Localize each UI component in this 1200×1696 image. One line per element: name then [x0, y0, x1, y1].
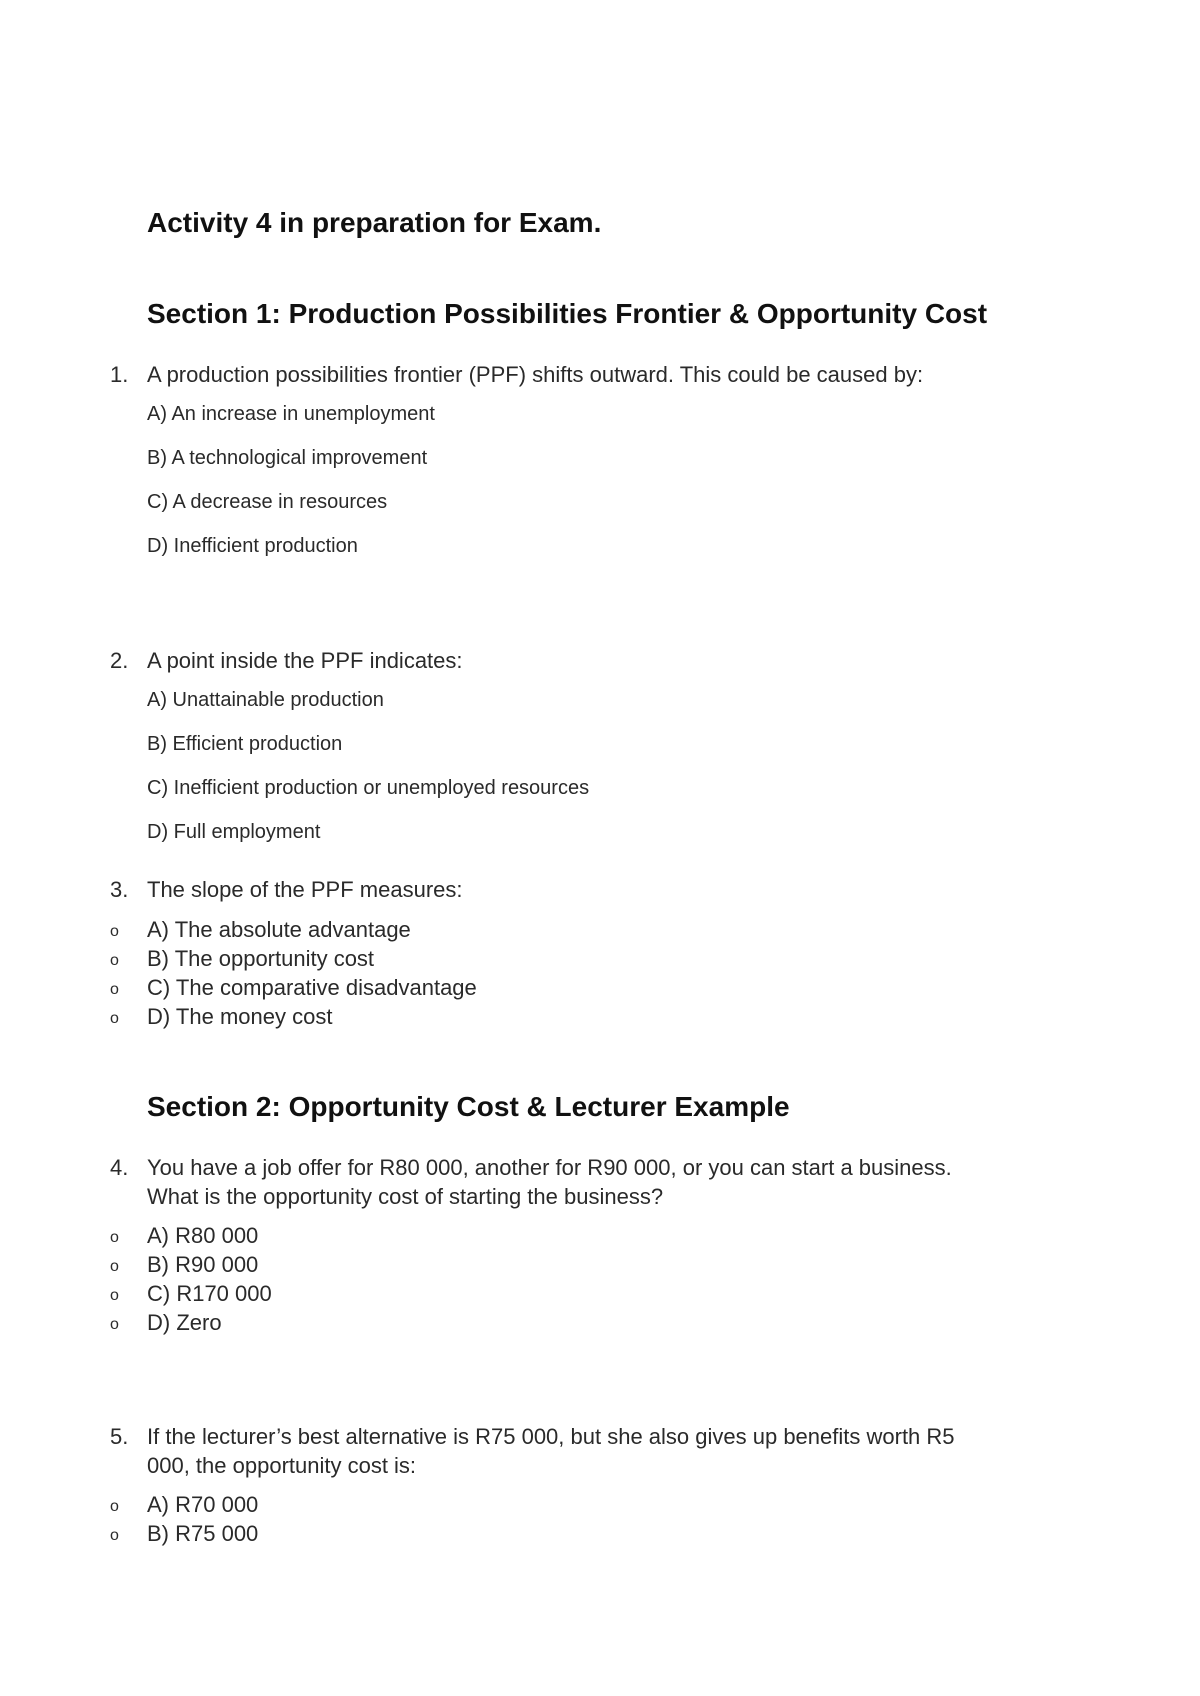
question-1-option-a: A) An increase in unemployment [147, 403, 435, 425]
question-1-text: A production possibilities frontier (PPF) shifts outward. This could be caused by: [147, 362, 924, 387]
question-2-option-c: C) Inefficient production or unemployed resources [147, 777, 590, 799]
question-4-option-b: B) R90 000 [147, 1252, 259, 1277]
question-1-option-b: B) A technological improvement [147, 447, 428, 469]
bullet-icon: o [110, 1287, 119, 1304]
question-5-option-a: A) R70 000 [147, 1492, 259, 1517]
bullet-icon: o [110, 1498, 119, 1515]
question-2-option-a: A) Unattainable production [147, 689, 384, 711]
question-3-option-d: D) The money cost [147, 1004, 333, 1029]
question-2-number: 2. [110, 648, 129, 673]
section-2-heading: Section 2: Opportunity Cost & Lecturer Example [147, 1091, 790, 1122]
question-3-text: The slope of the PPF measures: [147, 877, 463, 902]
question-2-option-d: D) Full employment [147, 821, 321, 843]
bullet-icon: o [110, 981, 119, 998]
document-title: Activity 4 in preparation for Exam. [147, 207, 602, 238]
question-1-number: 1. [110, 362, 129, 387]
question-4-option-c: C) R170 000 [147, 1281, 272, 1306]
question-3-number: 3. [110, 877, 129, 902]
question-5-number: 5. [110, 1424, 129, 1449]
question-5-text-line-2: 000, the opportunity cost is: [147, 1453, 417, 1478]
bullet-icon: o [110, 1229, 119, 1246]
question-1-option-c: C) A decrease in resources [147, 491, 388, 513]
question-3-option-c: C) The comparative disadvantage [147, 975, 477, 1000]
question-3-option-b: B) The opportunity cost [147, 946, 375, 971]
question-4-text-line-1: You have a job offer for R80 000, another for R90 000, or you can start a business. [147, 1155, 952, 1180]
bullet-icon: o [110, 1316, 119, 1333]
question-1-option-d: D) Inefficient production [147, 535, 358, 557]
bullet-icon: o [110, 1010, 119, 1027]
question-4-option-a: A) R80 000 [147, 1223, 259, 1248]
bullet-icon: o [110, 1527, 119, 1544]
bullet-icon: o [110, 1258, 119, 1275]
question-4-option-d: D) Zero [147, 1310, 222, 1335]
question-2-text: A point inside the PPF indicates: [147, 648, 463, 673]
question-2-option-b: B) Efficient production [147, 733, 343, 755]
question-5-text-line-1: If the lecturer’s best alternative is R75 000, but she also gives up benefits worth R5 [147, 1424, 955, 1449]
question-4-text-line-2: What is the opportunity cost of starting the business? [147, 1184, 664, 1209]
bullet-icon: o [110, 923, 119, 940]
bullet-icon: o [110, 952, 119, 969]
section-1-heading: Section 1: Production Possibilities Frontier & Opportunity Cost [147, 298, 988, 329]
question-3-option-a: A) The absolute advantage [147, 917, 411, 942]
question-5-option-b: B) R75 000 [147, 1521, 259, 1546]
question-4-number: 4. [110, 1155, 129, 1180]
